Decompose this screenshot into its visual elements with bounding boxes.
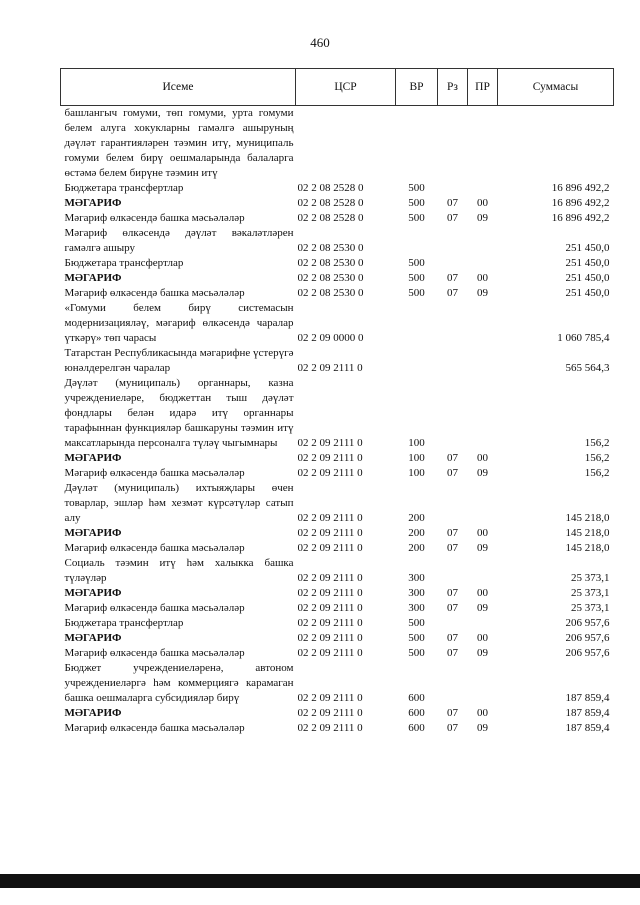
row-csr-cell: 02 2 08 2528 0 — [297, 197, 364, 209]
row-pr-cell: 09 — [477, 602, 488, 614]
row-sum-cell: 16 896 492,2 — [551, 212, 610, 224]
row-name-cell: Бюджетара трансфертлар — [64, 617, 184, 629]
row-sum-cell: 145 218,0 — [565, 542, 610, 554]
row-vr-cell: 500 — [408, 197, 425, 209]
row-name-cell: Социаль тәэмин итү һәм халыкка башка түләүләр — [64, 557, 294, 584]
row-vr-cell: 200 — [408, 512, 425, 524]
row-rz-cell: 07 — [447, 722, 458, 734]
table-row — [61, 286, 614, 301]
row-csr-cell: 02 2 09 2111 0 — [297, 722, 363, 734]
row-sum-cell: 206 957,6 — [565, 647, 610, 659]
row-rz-cell — [438, 106, 468, 182]
row-name-cell: Мәгариф өлкәсендә дәүләт вәкаләтләрен гамәлгә ашыру — [64, 227, 294, 254]
row-pr-cell: 00 — [477, 272, 488, 284]
table-row — [61, 721, 614, 736]
table-row — [61, 541, 614, 556]
table-row — [61, 661, 614, 706]
row-csr-cell: 02 2 08 2530 0 — [297, 287, 364, 299]
row-pr-cell — [468, 376, 498, 451]
row-pr-cell: 00 — [477, 632, 488, 644]
table-row — [61, 451, 614, 466]
row-csr-cell: 02 2 09 2111 0 — [297, 572, 363, 584]
table-row — [61, 256, 614, 271]
row-name-cell: МӘГАРИФ — [64, 632, 122, 644]
row-sum-cell: 251 450,0 — [565, 287, 610, 299]
row-sum-cell: 156,2 — [584, 452, 610, 464]
table-row — [61, 556, 614, 586]
table-row — [61, 706, 614, 721]
row-pr-cell — [468, 181, 498, 196]
row-pr-cell: 00 — [477, 197, 488, 209]
row-sum-cell: 251 450,0 — [565, 257, 610, 269]
row-name-cell: башлангыч гомуми, төп гомуми, урта гомуми белем алуга хокукларны гамәлгә ашыруның дәүләт гарантияләрен тәэмин итү, муниципаль гомуми белем бирү оешмаларында балаларга өстәмә белем бирүне тәэмин итү — [64, 107, 294, 179]
row-pr-cell — [468, 346, 498, 376]
row-rz-cell: 07 — [447, 707, 458, 719]
row-sum-cell: 251 450,0 — [565, 242, 610, 254]
row-csr-cell: 02 2 09 2111 0 — [297, 617, 363, 629]
row-pr-cell: 00 — [477, 527, 488, 539]
row-sum-cell: 145 218,0 — [565, 527, 610, 539]
row-csr-cell: 02 2 09 2111 0 — [297, 707, 363, 719]
header-row — [61, 69, 614, 106]
row-csr-cell: 02 2 09 2111 0 — [297, 647, 363, 659]
row-name-cell: МӘГАРИФ — [64, 527, 122, 539]
row-name-cell: МӘГАРИФ — [64, 707, 122, 719]
row-name-cell: Мәгариф өлкәсендә башка мәсьәләләр — [64, 647, 245, 659]
row-vr-cell: 100 — [408, 452, 425, 464]
row-pr-cell: 00 — [477, 587, 488, 599]
row-vr-cell: 100 — [408, 437, 425, 449]
row-name-cell: Бюджетара трансфертлар — [64, 257, 184, 269]
row-sum-cell — [498, 106, 614, 182]
row-rz-cell — [438, 346, 468, 376]
row-csr-cell: 02 2 09 2111 0 — [297, 602, 363, 614]
row-pr-cell — [468, 556, 498, 586]
row-sum-cell: 16 896 492,2 — [551, 197, 610, 209]
row-rz-cell — [438, 181, 468, 196]
table-row — [61, 346, 614, 376]
row-rz-cell — [438, 301, 468, 346]
row-vr-cell — [396, 346, 438, 376]
row-rz-cell: 07 — [447, 527, 458, 539]
row-rz-cell — [438, 556, 468, 586]
row-rz-cell — [438, 376, 468, 451]
bottom-scan-border — [0, 874, 640, 888]
row-csr-cell: 02 2 09 2111 0 — [297, 632, 363, 644]
row-csr-cell: 02 2 08 2528 0 — [297, 212, 364, 224]
table-row — [61, 211, 614, 226]
table-row — [61, 226, 614, 256]
row-name-cell: МӘГАРИФ — [64, 197, 122, 209]
row-pr-cell — [468, 481, 498, 526]
row-vr-cell: 500 — [408, 647, 425, 659]
row-pr-cell — [468, 616, 498, 631]
row-vr-cell: 600 — [408, 707, 425, 719]
row-rz-cell — [438, 616, 468, 631]
table-row — [61, 466, 614, 481]
table-row — [61, 646, 614, 661]
row-rz-cell — [438, 481, 468, 526]
row-sum-cell: 251 450,0 — [565, 272, 610, 284]
row-csr-cell — [296, 106, 396, 182]
row-sum-cell: 25 373,1 — [571, 587, 610, 599]
row-sum-cell: 16 896 492,2 — [551, 182, 610, 194]
row-vr-cell: 300 — [408, 587, 425, 599]
row-pr-cell: 09 — [477, 542, 488, 554]
header-pr: ПР — [468, 69, 498, 106]
row-pr-cell — [468, 301, 498, 346]
row-rz-cell: 07 — [447, 632, 458, 644]
row-pr-cell: 09 — [477, 287, 488, 299]
table-row — [61, 196, 614, 211]
table-row — [61, 601, 614, 616]
table-row — [61, 301, 614, 346]
row-pr-cell: 00 — [477, 707, 488, 719]
row-name-cell: МӘГАРИФ — [64, 587, 122, 599]
table-row — [61, 481, 614, 526]
row-vr-cell — [396, 106, 438, 182]
header-sum: Суммасы — [498, 69, 614, 106]
row-pr-cell — [468, 661, 498, 706]
row-vr-cell: 500 — [408, 272, 425, 284]
row-name-cell: «Гомуми белем бирү системасын модернизацияләү, мәгариф өлкәсендә чаралар үткәрү» төп чарасы — [64, 302, 294, 344]
row-rz-cell: 07 — [447, 467, 458, 479]
row-rz-cell: 07 — [447, 647, 458, 659]
row-sum-cell: 187 859,4 — [565, 707, 610, 719]
header-name: Исеме — [61, 69, 296, 106]
row-csr-cell: 02 2 09 2111 0 — [297, 512, 363, 524]
row-rz-cell: 07 — [447, 212, 458, 224]
row-vr-cell: 300 — [408, 602, 425, 614]
row-vr-cell: 500 — [408, 287, 425, 299]
row-sum-cell: 156,2 — [584, 437, 610, 449]
row-sum-cell: 565 564,3 — [565, 362, 610, 374]
row-csr-cell: 02 2 09 2111 0 — [297, 527, 363, 539]
row-rz-cell: 07 — [447, 272, 458, 284]
row-csr-cell: 02 2 08 2530 0 — [297, 242, 364, 254]
row-sum-cell: 187 859,4 — [565, 692, 610, 704]
header-csr: ЦСР — [296, 69, 396, 106]
row-csr-cell: 02 2 08 2530 0 — [297, 257, 364, 269]
table-row — [61, 526, 614, 541]
row-sum-cell: 187 859,4 — [565, 722, 610, 734]
row-name-cell: МӘГАРИФ — [64, 272, 122, 284]
row-csr-cell: 02 2 09 2111 0 — [297, 467, 363, 479]
row-rz-cell — [438, 256, 468, 271]
table-row — [61, 271, 614, 286]
row-vr-cell: 500 — [408, 182, 425, 194]
row-rz-cell — [438, 661, 468, 706]
row-pr-cell — [468, 256, 498, 271]
row-vr-cell: 500 — [408, 617, 425, 629]
row-name-cell: Мәгариф өлкәсендә башка мәсьәләләр — [64, 542, 245, 554]
row-rz-cell: 07 — [447, 287, 458, 299]
table-row — [61, 376, 614, 451]
row-pr-cell — [468, 106, 498, 182]
row-sum-cell: 25 373,1 — [571, 572, 610, 584]
row-name-cell: Мәгариф өлкәсендә башка мәсьәләләр — [64, 212, 245, 224]
row-rz-cell — [438, 226, 468, 256]
row-vr-cell: 600 — [408, 692, 425, 704]
row-csr-cell: 02 2 09 2111 0 — [297, 587, 363, 599]
table-row — [61, 106, 614, 182]
row-name-cell: Дәүләт (муниципаль) ихтыяҗлары өчен товарлар, эшләр һәм хезмәт күрсәтүләр сатып алу — [64, 482, 294, 524]
table-row — [61, 631, 614, 646]
row-name-cell: Бюджет учреждениеләренә, автоном учреждениеләргә һәм коммерциягә карамаган башка оешмаларга субсидияләр бирү — [64, 662, 294, 704]
row-sum-cell: 1 060 785,4 — [557, 332, 610, 344]
row-pr-cell: 09 — [477, 722, 488, 734]
header-rz: Рз — [438, 69, 468, 106]
header-vr: ВР — [396, 69, 438, 106]
row-name-cell: Мәгариф өлкәсендә башка мәсьәләләр — [64, 287, 245, 299]
row-csr-cell: 02 2 09 0000 0 — [297, 332, 364, 344]
row-csr-cell: 02 2 08 2528 0 — [297, 182, 364, 194]
table-row — [61, 616, 614, 631]
row-pr-cell: 09 — [477, 467, 488, 479]
row-rz-cell: 07 — [447, 602, 458, 614]
row-vr-cell — [396, 226, 438, 256]
row-name-cell: Мәгариф өлкәсендә башка мәсьәләләр — [64, 467, 245, 479]
row-pr-cell — [468, 226, 498, 256]
budget-table — [60, 68, 614, 736]
row-name-cell: Бюджетара трансфертлар — [64, 182, 184, 194]
row-csr-cell: 02 2 09 2111 0 — [297, 437, 363, 449]
row-sum-cell: 145 218,0 — [565, 512, 610, 524]
row-pr-cell: 09 — [477, 647, 488, 659]
row-csr-cell: 02 2 09 2111 0 — [297, 542, 363, 554]
row-sum-cell: 25 373,1 — [571, 602, 610, 614]
row-sum-cell: 156,2 — [584, 467, 610, 479]
row-csr-cell: 02 2 08 2530 0 — [297, 272, 364, 284]
row-rz-cell: 07 — [447, 587, 458, 599]
row-vr-cell: 600 — [408, 722, 425, 734]
row-rz-cell: 07 — [447, 452, 458, 464]
row-vr-cell: 200 — [408, 542, 425, 554]
row-name-cell: Мәгариф өлкәсендә башка мәсьәләләр — [64, 602, 245, 614]
row-vr-cell: 500 — [408, 632, 425, 644]
row-vr-cell: 300 — [408, 572, 425, 584]
row-csr-cell: 02 2 09 2111 0 — [297, 362, 363, 374]
row-csr-cell: 02 2 09 2111 0 — [297, 692, 363, 704]
row-csr-cell: 02 2 09 2111 0 — [297, 452, 363, 464]
row-vr-cell: 200 — [408, 527, 425, 539]
row-pr-cell: 00 — [477, 452, 488, 464]
row-vr-cell: 500 — [408, 212, 425, 224]
row-pr-cell: 09 — [477, 212, 488, 224]
table-row — [61, 586, 614, 601]
row-name-cell: Мәгариф өлкәсендә башка мәсьәләләр — [64, 722, 245, 734]
page-number: 460 — [310, 35, 330, 50]
row-sum-cell: 206 957,6 — [565, 632, 610, 644]
row-name-cell: Татарстан Республикасында мәгарифне үстерүгә юнәлдерелгән чаралар — [64, 347, 294, 374]
row-name-cell: МӘГАРИФ — [64, 452, 122, 464]
row-name-cell: Дәүләт (муниципаль) органнары, казна учреждениеләре, бюджеттан тыш дәүләт фондлары белән идарә итү органнары тарафыннан функцияләр башкаруны тәэмин итү максатларында персоналга түләү чыгымнары — [64, 377, 294, 449]
row-vr-cell — [396, 301, 438, 346]
row-sum-cell: 206 957,6 — [565, 617, 610, 629]
table-body — [61, 106, 614, 737]
row-vr-cell: 500 — [408, 257, 425, 269]
row-rz-cell: 07 — [447, 197, 458, 209]
row-vr-cell: 100 — [408, 467, 425, 479]
table-header — [61, 69, 614, 106]
row-rz-cell: 07 — [447, 542, 458, 554]
table-row — [61, 181, 614, 196]
